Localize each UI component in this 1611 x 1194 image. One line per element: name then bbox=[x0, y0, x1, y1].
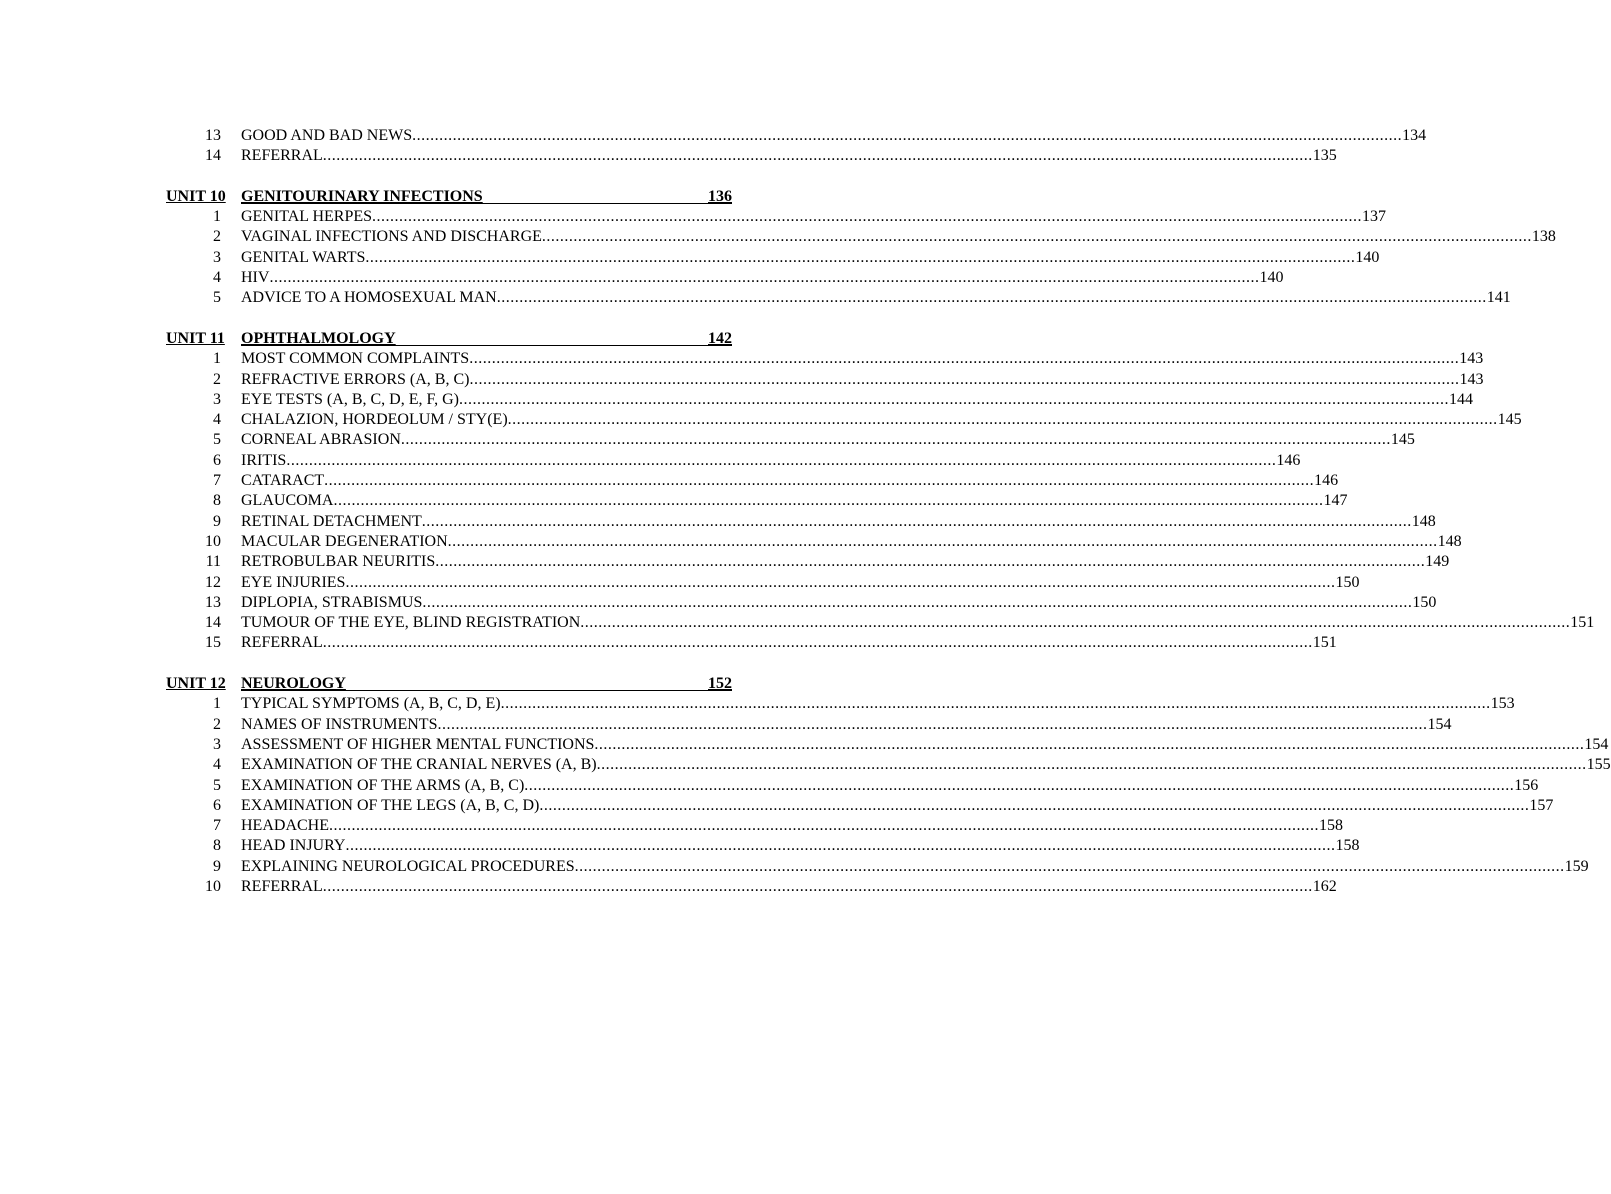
entry-number: 5 bbox=[213, 431, 221, 449]
entry-title: GOOD AND BAD NEWS bbox=[241, 127, 413, 144]
toc-entry[interactable] bbox=[166, 288, 1511, 308]
dot-leader: ............................................................................................................................................................................................................................ bbox=[435, 553, 1426, 571]
unit-page-number: 152 bbox=[708, 675, 732, 693]
entry-line bbox=[241, 126, 1427, 146]
entry-page-number: 154 bbox=[1427, 715, 1452, 733]
entry-title: EXPLAINING NEUROLOGICAL PROCEDURES bbox=[241, 857, 575, 875]
entry-page-number: 156 bbox=[1514, 776, 1539, 794]
dot-leader: ............................................................................................................................................................................................................................ bbox=[500, 695, 1491, 713]
dot-leader: ............................................................................................................................................................................................................................ bbox=[333, 492, 1324, 510]
entry-number: 5 bbox=[213, 776, 221, 794]
entry-title: CHALAZION, HORDEOLUM / STY(E) bbox=[241, 411, 508, 429]
entry-page-number: 154 bbox=[1584, 735, 1609, 753]
unit-number: UNIT 12 bbox=[166, 675, 226, 693]
entry-title: ASSESSMENT OF HIGHER MENTAL FUNCTIONS bbox=[241, 735, 595, 753]
entry-number: 1 bbox=[213, 208, 221, 226]
entry-title: EXAMINATION OF THE CRANIAL NERVES (A, B) bbox=[241, 756, 597, 774]
toc-entry[interactable] bbox=[166, 471, 1339, 491]
dot-leader: ............................................................................................................................................................................................................................ bbox=[286, 451, 1277, 469]
entry-title: EXAMINATION OF THE ARMS (A, B, C) bbox=[241, 776, 525, 794]
entry-number: 6 bbox=[213, 796, 221, 814]
unit-heading[interactable] bbox=[166, 329, 732, 349]
entry-line bbox=[241, 471, 1339, 491]
toc-entry[interactable] bbox=[166, 836, 1360, 856]
entry-number: 8 bbox=[213, 837, 221, 855]
entry-line bbox=[241, 288, 1511, 308]
entry-number: 7 bbox=[213, 817, 221, 835]
entry-page-number: 135 bbox=[1312, 147, 1337, 165]
entry-line bbox=[241, 207, 1387, 227]
dot-leader: ............................................................................................................................................................................................................................ bbox=[541, 228, 1532, 246]
entry-page-number: 141 bbox=[1486, 289, 1511, 307]
entry-title: MOST COMMON COMPLAINTS bbox=[241, 350, 470, 368]
entry-title: TYPICAL SYMPTOMS (A, B, C, D, E) bbox=[241, 695, 501, 713]
entry-page-number: 145 bbox=[1390, 431, 1415, 449]
entry-line bbox=[241, 552, 1450, 572]
unit-number: UNIT 10 bbox=[166, 187, 226, 205]
entry-line bbox=[241, 227, 1556, 247]
dot-leader: ............................................................................................................................................................................................................................ bbox=[345, 573, 1336, 591]
entry-title: GLAUCOMA bbox=[241, 492, 334, 510]
entry-page-number: 155 bbox=[1586, 756, 1611, 774]
dot-leader: ............................................................................................................................................................................................................................ bbox=[539, 796, 1530, 814]
entry-page-number: 145 bbox=[1497, 411, 1522, 429]
entry-number: 13 bbox=[205, 593, 221, 611]
entry-page-number: 146 bbox=[1276, 451, 1301, 469]
dot-leader: ............................................................................................................................................................................................................................ bbox=[524, 776, 1515, 794]
unit-page-number: 142 bbox=[708, 329, 732, 347]
entry-number: 13 bbox=[205, 127, 221, 144]
entry-title: NAMES OF INSTRUMENTS bbox=[241, 715, 438, 733]
entry-number: 10 bbox=[205, 532, 221, 550]
toc-entry[interactable] bbox=[166, 552, 1450, 572]
dot-leader: ............................................................................................................................................................................................................................ bbox=[507, 411, 1498, 429]
toc-entry[interactable] bbox=[166, 796, 1554, 816]
entry-line bbox=[241, 796, 1554, 816]
entry-title: EYE TESTS (A, B, C, D, E, F, G) bbox=[241, 390, 459, 408]
entry-page-number: 158 bbox=[1335, 837, 1360, 855]
entry-page-number: 147 bbox=[1323, 492, 1348, 510]
entry-number: 9 bbox=[213, 512, 221, 530]
entry-title: RETINAL DETACHMENT bbox=[241, 512, 422, 530]
toc-entry[interactable] bbox=[166, 755, 1611, 775]
entry-page-number: 159 bbox=[1564, 857, 1589, 875]
entry-number: 3 bbox=[213, 735, 221, 753]
dot-leader: ............................................................................................................................................................................................................................ bbox=[422, 593, 1413, 611]
toc-entry[interactable] bbox=[166, 573, 1360, 593]
entry-title: EYE INJURIES bbox=[241, 573, 346, 591]
dot-leader: ............................................................................................................................................................................................................................ bbox=[458, 390, 1449, 408]
toc-entry[interactable] bbox=[166, 410, 1522, 430]
unit-heading[interactable] bbox=[166, 674, 732, 694]
unit-heading[interactable] bbox=[166, 187, 732, 207]
entry-number: 3 bbox=[213, 390, 221, 408]
entry-line bbox=[241, 633, 1337, 653]
section-spacer bbox=[166, 309, 732, 329]
entry-line bbox=[241, 836, 1360, 856]
dot-leader: ............................................................................................................................................................................................................................ bbox=[324, 472, 1315, 490]
entry-page-number: 148 bbox=[1411, 512, 1436, 530]
entry-line bbox=[241, 816, 1343, 836]
entry-page-number: 140 bbox=[1259, 269, 1284, 287]
entry-title: MACULAR DEGENERATION bbox=[241, 532, 448, 550]
entry-title: REFERRAL bbox=[241, 877, 323, 895]
entry-number: 2 bbox=[213, 715, 221, 733]
toc-entry[interactable] bbox=[166, 430, 1415, 450]
entry-number: 10 bbox=[205, 877, 221, 895]
dot-leader: ............................................................................................................................................................................................................................ bbox=[412, 127, 1403, 144]
unit-number: UNIT 11 bbox=[166, 329, 225, 347]
entry-title: REFRACTIVE ERRORS (A, B, C) bbox=[241, 370, 470, 388]
entry-page-number: 144 bbox=[1448, 390, 1473, 408]
entry-number: 4 bbox=[213, 411, 221, 429]
dot-leader: ............................................................................................................................................................................................................................ bbox=[322, 634, 1313, 652]
dot-leader: ............................................................................................................................................................................................................................ bbox=[400, 431, 1391, 449]
entry-title: HEAD INJURY bbox=[241, 837, 346, 855]
toc-entry[interactable] bbox=[166, 146, 1337, 166]
dot-leader: ............................................................................................................................................................................................................................ bbox=[469, 370, 1460, 388]
entry-title: VAGINAL INFECTIONS AND DISCHARGE bbox=[241, 228, 542, 246]
entry-number: 1 bbox=[213, 695, 221, 713]
dot-leader: ............................................................................................................................................................................................................................ bbox=[447, 532, 1438, 550]
entry-page-number: 151 bbox=[1570, 614, 1595, 632]
toc-entry[interactable] bbox=[166, 816, 1343, 836]
entry-page-number: 138 bbox=[1531, 228, 1556, 246]
entry-title: RETROBULBAR NEURITIS bbox=[241, 553, 436, 571]
toc-entry[interactable] bbox=[166, 268, 1284, 288]
entry-page-number: 140 bbox=[1355, 248, 1380, 266]
entry-line bbox=[241, 410, 1522, 430]
toc-entry[interactable] bbox=[166, 491, 1348, 511]
entry-number: 3 bbox=[213, 248, 221, 266]
toc-entry[interactable] bbox=[166, 349, 1484, 369]
entry-number: 15 bbox=[205, 634, 221, 652]
entry-title: REFERRAL bbox=[241, 634, 323, 652]
dot-leader: ............................................................................................................................................................................................................................ bbox=[269, 269, 1260, 287]
dot-leader: ............................................................................................................................................................................................................................ bbox=[437, 715, 1428, 733]
toc-entry[interactable] bbox=[166, 694, 1515, 714]
toc-entry[interactable] bbox=[166, 248, 1380, 268]
entry-line bbox=[241, 349, 1484, 369]
entry-number: 12 bbox=[205, 573, 221, 591]
toc-entry[interactable] bbox=[166, 370, 1484, 390]
entry-page-number: 143 bbox=[1459, 350, 1484, 368]
entry-title: HIV bbox=[241, 269, 270, 287]
entry-number: 4 bbox=[213, 269, 221, 287]
entry-page-number: 134 bbox=[1402, 127, 1427, 144]
toc-entry[interactable] bbox=[166, 451, 1301, 471]
dot-leader: ............................................................................................................................................................................................................................ bbox=[574, 857, 1565, 875]
entry-number: 1 bbox=[213, 350, 221, 368]
entry-title: TUMOUR OF THE EYE, BLIND REGISTRATION bbox=[241, 614, 581, 632]
entry-page-number: 162 bbox=[1312, 877, 1337, 895]
entry-line bbox=[241, 715, 1452, 735]
unit-page-number: 136 bbox=[708, 187, 732, 205]
entry-number: 14 bbox=[205, 614, 221, 632]
entry-page-number: 149 bbox=[1425, 553, 1450, 571]
entry-title: REFERRAL bbox=[241, 147, 323, 165]
entry-title: CORNEAL ABRASION bbox=[241, 431, 401, 449]
toc-entry[interactable] bbox=[166, 715, 1452, 735]
toc-entry[interactable] bbox=[166, 633, 1337, 653]
entry-title: CATARACT bbox=[241, 472, 325, 490]
toc-entry[interactable] bbox=[166, 735, 1609, 755]
toc-entry[interactable] bbox=[166, 593, 1437, 613]
entry-page-number: 157 bbox=[1529, 796, 1554, 814]
dot-leader: ............................................................................................................................................................................................................................ bbox=[421, 512, 1412, 530]
entry-number: 2 bbox=[213, 370, 221, 388]
dot-leader: ............................................................................................................................................................................................................................ bbox=[329, 817, 1319, 835]
entry-number: 5 bbox=[213, 289, 221, 307]
toc-entry[interactable] bbox=[166, 613, 1595, 633]
section-spacer bbox=[166, 167, 732, 187]
entry-page-number: 153 bbox=[1490, 695, 1515, 713]
entry-line bbox=[241, 491, 1348, 511]
unit-title: GENITOURINARY INFECTIONS bbox=[241, 187, 483, 205]
unit-title: NEUROLOGY bbox=[241, 675, 346, 693]
toc-entry[interactable] bbox=[166, 207, 1387, 227]
entry-line bbox=[241, 573, 1360, 593]
entry-number: 4 bbox=[213, 756, 221, 774]
entry-line bbox=[241, 593, 1437, 613]
entry-number: 7 bbox=[213, 472, 221, 490]
toc-entry[interactable] bbox=[166, 776, 1539, 796]
section-spacer bbox=[166, 654, 732, 674]
entry-page-number: 146 bbox=[1314, 472, 1339, 490]
entry-title: IRITIS bbox=[241, 451, 287, 469]
entry-line bbox=[241, 248, 1380, 268]
entry-title: GENITAL WARTS bbox=[241, 248, 366, 266]
entry-line bbox=[241, 512, 1436, 532]
toc-entry[interactable] bbox=[166, 390, 1473, 410]
entry-number: 11 bbox=[205, 553, 221, 571]
dot-leader: ............................................................................................................................................................................................................................ bbox=[322, 877, 1313, 895]
entry-number: 9 bbox=[213, 857, 221, 875]
entry-page-number: 143 bbox=[1459, 370, 1484, 388]
entry-page-number: 150 bbox=[1335, 573, 1360, 591]
entry-title: HEADACHE bbox=[241, 817, 329, 835]
toc-entry[interactable] bbox=[166, 877, 1337, 897]
dot-leader: ............................................................................................................................................................................................................................ bbox=[594, 735, 1585, 753]
entry-number: 6 bbox=[213, 451, 221, 469]
dot-leader: ............................................................................................................................................................................................................................ bbox=[345, 837, 1336, 855]
entry-line bbox=[241, 755, 1611, 775]
toc-entry[interactable] bbox=[166, 227, 1556, 247]
entry-number: 2 bbox=[213, 228, 221, 246]
dot-leader: ............................................................................................................................................................................................................................ bbox=[496, 289, 1487, 307]
entry-line bbox=[241, 877, 1337, 897]
entry-line bbox=[241, 694, 1515, 714]
entry-line bbox=[241, 451, 1301, 471]
toc-entry[interactable] bbox=[166, 532, 1462, 552]
entry-line bbox=[241, 430, 1415, 450]
entry-line bbox=[241, 268, 1284, 288]
entry-line bbox=[241, 613, 1595, 633]
entry-page-number: 150 bbox=[1412, 593, 1437, 611]
dot-leader: ............................................................................................................................................................................................................................ bbox=[469, 350, 1460, 368]
entry-number: 8 bbox=[213, 492, 221, 510]
entry-title: GENITAL HERPES bbox=[241, 208, 373, 226]
entry-line bbox=[241, 735, 1609, 755]
entry-line bbox=[241, 532, 1462, 552]
entry-title: ADVICE TO A HOMOSEXUAL MAN bbox=[241, 289, 497, 307]
entry-line bbox=[241, 857, 1589, 877]
entry-line bbox=[241, 776, 1539, 796]
toc-entry[interactable] bbox=[166, 512, 1436, 532]
dot-leader: ............................................................................................................................................................................................................................ bbox=[580, 614, 1571, 632]
entry-number: 14 bbox=[205, 147, 221, 165]
table-of-contents bbox=[166, 126, 1611, 897]
entry-line bbox=[241, 370, 1484, 390]
entry-page-number: 158 bbox=[1319, 817, 1343, 835]
dot-leader: ............................................................................................................................................................................................................................ bbox=[596, 756, 1587, 774]
entry-line bbox=[241, 146, 1337, 166]
dot-leader: ............................................................................................................................................................................................................................ bbox=[372, 208, 1363, 226]
dot-leader: ............................................................................................................................................................................................................................ bbox=[322, 147, 1313, 165]
entry-title: EXAMINATION OF THE LEGS (A, B, C, D) bbox=[241, 796, 540, 814]
entry-page-number: 148 bbox=[1437, 532, 1462, 550]
entry-title: DIPLOPIA, STRABISMUS bbox=[241, 593, 423, 611]
toc-entry[interactable] bbox=[166, 126, 1427, 146]
entry-page-number: 137 bbox=[1362, 208, 1387, 226]
dot-leader: ............................................................................................................................................................................................................................ bbox=[365, 248, 1356, 266]
entry-line bbox=[241, 390, 1473, 410]
toc-entry[interactable] bbox=[166, 857, 1589, 877]
entry-page-number: 151 bbox=[1312, 634, 1337, 652]
unit-title: OPHTHALMOLOGY bbox=[241, 329, 396, 347]
